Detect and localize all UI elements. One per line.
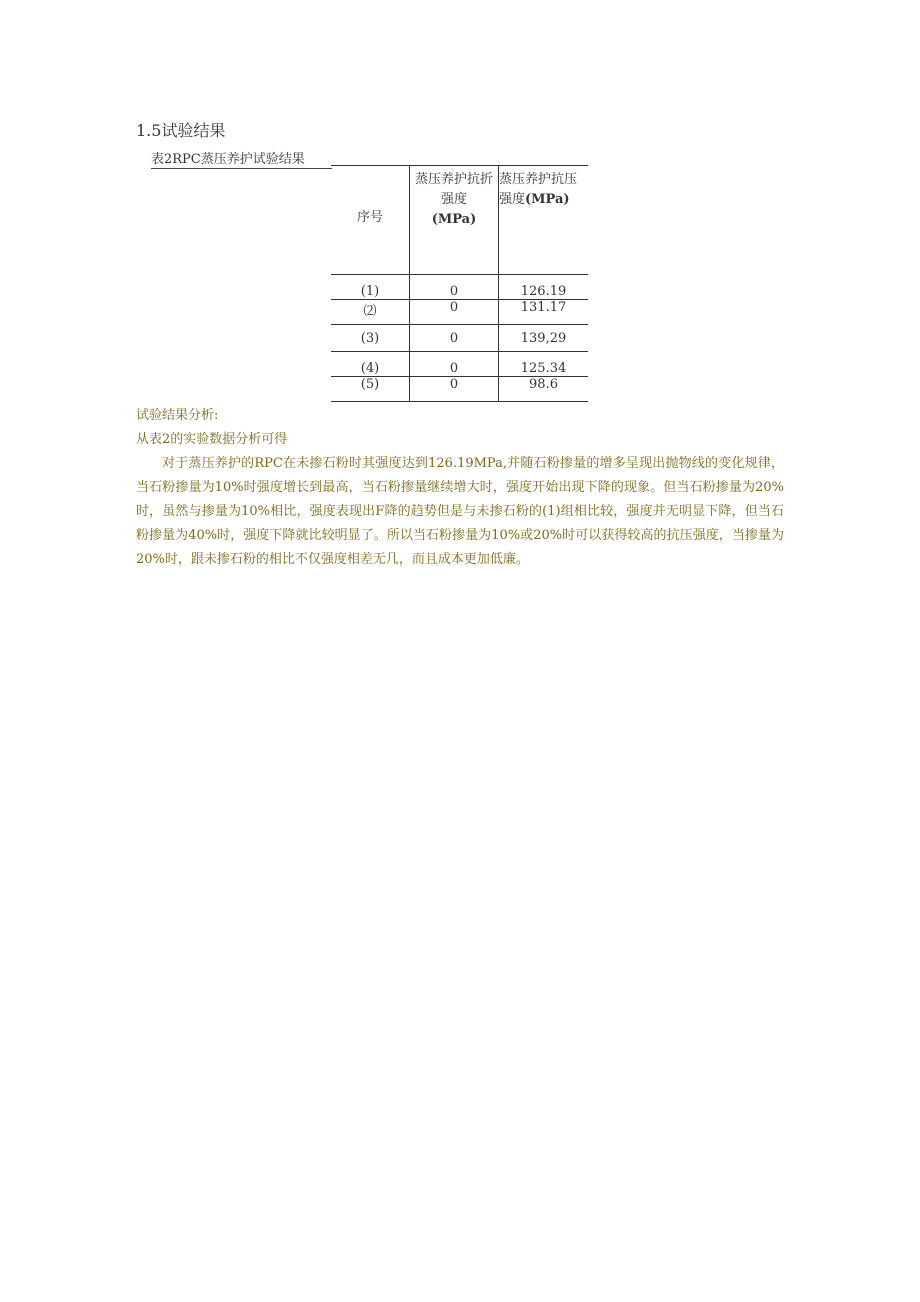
table-header-row [331,166,588,275]
header-flexural-unit: (MPa) [431,212,477,227]
cell-index: (4) [331,352,410,377]
analysis-body: 对于蒸压养护的RPC在未掺石粉时其强度达到126.19MPa,并随石粉掺量的增多呈现出抛物线的变化规律，当石粉掺量为10%时强度增长到最高，当石粉掺量继续增大时，强度开始出现下降的现象。但当石粉掺量为20%时，虽然与掺量为10%相比，强度表现出F降的趋势但是与未掺石粉的(1)组相比较，强度并无明显下降，但当石粉掺量为40%时，强度下降就比较明显了。所以当石粉掺量为10%或20%时可以获得较高的抗压强度，当掺量为20%时，跟未掺石粉的相比不仅强度相差无几，而且成本更加低廉。 [136,456,784,567]
cell-flexural: 0 [410,377,499,402]
cell-index: (1) [331,275,410,300]
header-flexural-label: 蒸压养护抗折强度 [414,172,493,207]
header-compressive-unit: (MPa) [525,192,570,207]
header-compressive-label: 蒸压养护抗压强度 [499,172,578,207]
cell-compressive: 125.34 [499,352,589,377]
cell-flexural: 0 [410,325,499,352]
cell-flexural: 0 [410,275,499,300]
cell-compressive: 126.19 [499,275,589,300]
table-row [331,275,588,300]
header-index: 序号 [331,166,410,275]
analysis-section [136,404,784,572]
header-compressive-strength [499,166,589,275]
cell-index: ⑵ [331,300,410,325]
analysis-intro: 从表2的实验数据分析可得 [136,432,288,447]
table-row [331,352,588,377]
table-row [331,377,588,402]
cell-compressive: 98.6 [499,377,589,402]
cell-compressive: 139,29 [499,325,589,352]
section-title: 1.5试验结果 [136,121,226,140]
table-row [331,300,588,325]
cell-index: (3) [331,325,410,352]
results-table [331,165,588,402]
cell-flexural: 0 [410,300,499,325]
cell-flexural: 0 [410,352,499,377]
header-flexural-strength [410,166,499,275]
table-row [331,325,588,352]
cell-compressive: 131.17 [499,300,589,325]
cell-index: (5) [331,377,410,402]
analysis-heading: 试验结果分析: [136,408,219,423]
table-caption: 表2RPC蒸压养护试验结果 [151,148,332,169]
